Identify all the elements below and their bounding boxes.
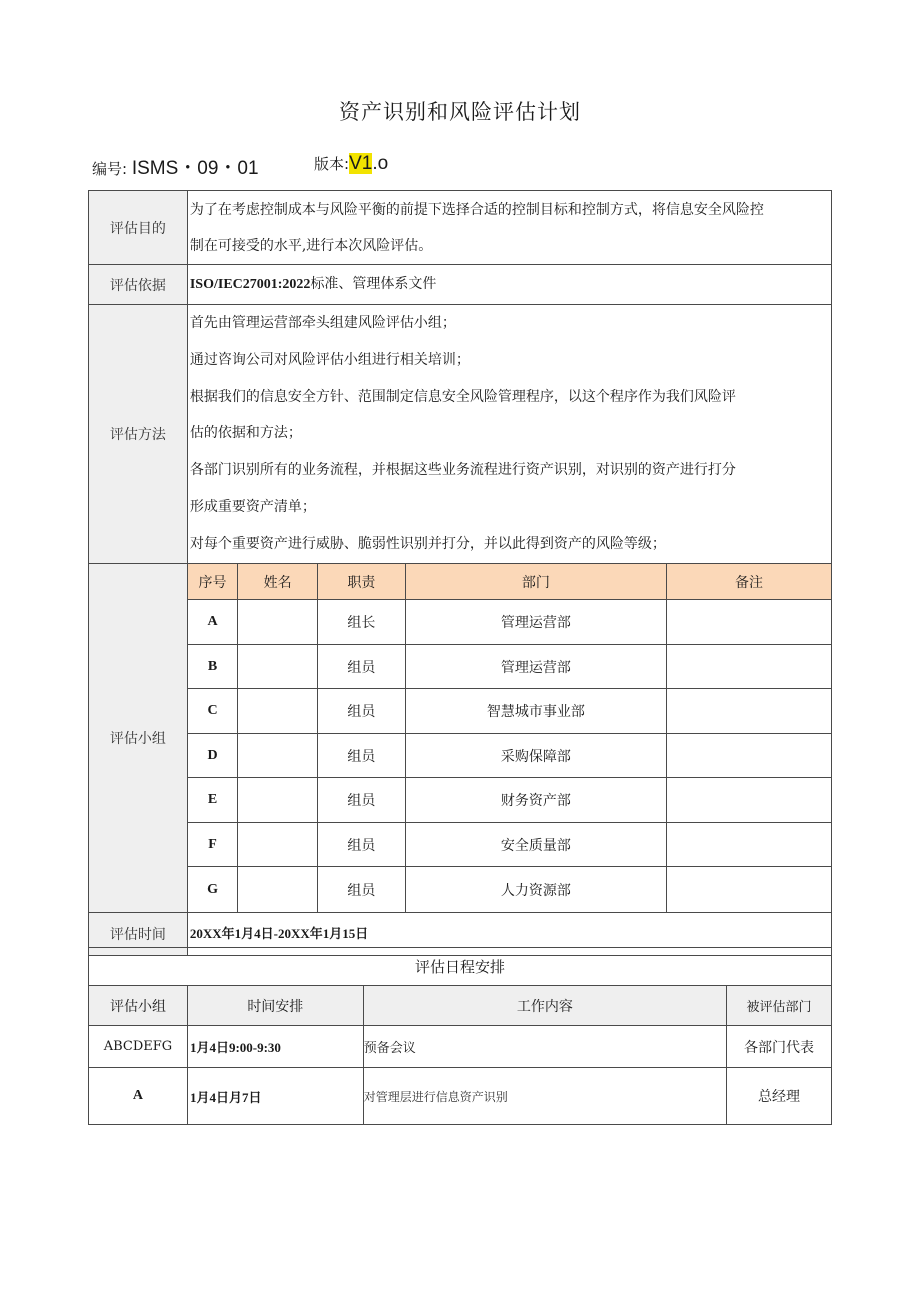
doc-version-label: 版本: xyxy=(314,155,350,173)
team-name xyxy=(238,822,318,867)
team-no: A xyxy=(188,600,238,645)
schedule-time: 1月4日9:00-9:30 xyxy=(187,1026,363,1068)
team-dept: 管理运营部 xyxy=(405,644,666,689)
doc-code-value: ISMS・09・01 xyxy=(131,158,259,179)
team-label: 评估小组 xyxy=(89,563,188,912)
schedule-header-group: 评估小组 xyxy=(89,986,188,1026)
team-row xyxy=(89,563,832,912)
schedule-title-row xyxy=(89,948,832,986)
method-line: 形成重要资产清单； xyxy=(189,498,316,515)
team-role: 组长 xyxy=(318,600,406,645)
basis-standard: ISO/IEC27001:2022 xyxy=(189,277,311,292)
schedule-dept: 总经理 xyxy=(727,1068,832,1125)
team-role: 组员 xyxy=(318,689,406,734)
purpose-text xyxy=(187,191,831,265)
schedule-header-content: 工作内容 xyxy=(363,986,726,1026)
schedule-header-dept: 被评估部门 xyxy=(727,986,832,1026)
purpose-label: 评估目的 xyxy=(89,191,188,265)
team-dept: 安全质量部 xyxy=(405,822,666,867)
doc-version xyxy=(314,153,388,175)
team-note xyxy=(666,867,831,912)
method-row xyxy=(89,305,832,564)
plan-table xyxy=(88,190,832,956)
team-role: 组员 xyxy=(318,867,406,912)
team-note xyxy=(666,733,831,778)
team-dept: 财务资产部 xyxy=(405,778,666,823)
team-note xyxy=(666,778,831,823)
team-note xyxy=(666,600,831,645)
purpose-line: 制在可接受的水平,进行本次风险评估。 xyxy=(189,237,433,254)
team-dept: 智慧城市事业部 xyxy=(405,689,666,734)
team-row-g xyxy=(188,867,831,912)
method-line: 各部门识别所有的业务流程，并根据这些业务流程进行资产识别，对识别的资产进行打分 xyxy=(189,462,736,479)
team-no: E xyxy=(188,778,238,823)
time-label: 评估时间 xyxy=(89,912,188,955)
team-table xyxy=(188,564,831,912)
schedule-title: 评估日程安排 xyxy=(89,948,832,986)
team-dept: 人力资源部 xyxy=(405,867,666,912)
team-name xyxy=(238,733,318,778)
team-header-row xyxy=(188,564,831,600)
team-no: F xyxy=(188,822,238,867)
team-no: G xyxy=(188,867,238,912)
team-name xyxy=(238,600,318,645)
team-name xyxy=(238,778,318,823)
team-header-name: 姓名 xyxy=(238,564,318,600)
basis-row xyxy=(89,265,832,305)
schedule-content: 预备会议 xyxy=(363,1026,726,1068)
team-note xyxy=(666,822,831,867)
team-cell xyxy=(187,563,831,912)
purpose-row xyxy=(89,191,832,265)
doc-code-label: 编号: xyxy=(92,160,128,178)
team-role: 组员 xyxy=(318,644,406,689)
schedule-content: 对管理层进行信息资产识别 xyxy=(363,1068,726,1125)
team-role: 组员 xyxy=(318,733,406,778)
basis-rest: 标准、管理体系文件 xyxy=(310,276,437,292)
purpose-line: 为了在考虑控制成本与风险平衡的前提下选择合适的控制目标和控制方式，将信息安全风险控 xyxy=(189,201,764,218)
team-header-no: 序号 xyxy=(188,564,238,600)
schedule-row xyxy=(89,1026,832,1068)
schedule-table xyxy=(88,947,832,1125)
team-role: 组员 xyxy=(318,778,406,823)
team-row-e xyxy=(188,778,831,823)
team-note xyxy=(666,689,831,734)
team-row-c xyxy=(188,689,831,734)
team-no: B xyxy=(188,644,238,689)
doc-code xyxy=(92,153,259,180)
method-line: 对每个重要资产进行威胁、脆弱性识别并打分，并以此得到资产的风险等级； xyxy=(189,535,666,552)
team-dept: 管理运营部 xyxy=(405,600,666,645)
team-no: D xyxy=(188,733,238,778)
schedule-dept: 各部门代表 xyxy=(727,1026,832,1068)
method-line: 根据我们的信息安全方针、范围制定信息安全风险管理程序，以这个程序作为我们风险评 xyxy=(189,388,736,405)
schedule-row xyxy=(89,1068,832,1125)
method-line: 估的依据和方法； xyxy=(189,425,302,442)
team-role: 组员 xyxy=(318,822,406,867)
schedule-group: ABCDEFG xyxy=(89,1026,188,1068)
team-row-f xyxy=(188,822,831,867)
team-note xyxy=(666,644,831,689)
schedule-header-time: 时间安排 xyxy=(187,986,363,1026)
team-row-d xyxy=(188,733,831,778)
team-name xyxy=(238,689,318,734)
basis-label: 评估依据 xyxy=(89,265,188,305)
team-dept: 采购保障部 xyxy=(405,733,666,778)
method-label: 评估方法 xyxy=(89,305,188,564)
team-row-a xyxy=(188,600,831,645)
method-text xyxy=(187,305,831,564)
basis-text xyxy=(187,265,831,305)
team-row-b xyxy=(188,644,831,689)
team-name xyxy=(238,644,318,689)
schedule-header-row xyxy=(89,986,832,1026)
team-header-role: 职责 xyxy=(318,564,406,600)
method-line: 首先由管理运营部牵头组建风险评估小组； xyxy=(189,315,456,331)
method-line: 通过咨询公司对风险评估小组进行相关培训； xyxy=(189,351,470,368)
team-no: C xyxy=(188,689,238,734)
team-header-dept: 部门 xyxy=(405,564,666,600)
schedule-group: A xyxy=(89,1068,188,1125)
schedule-time: 1月4日月7日 xyxy=(187,1068,363,1125)
doc-version-highlight: V1 xyxy=(349,153,373,174)
time-value: 20XX年1月4日-20XX年1月15日 xyxy=(187,912,831,955)
team-header-note: 备注 xyxy=(666,564,831,600)
doc-version-rest: .o xyxy=(372,153,389,174)
team-name xyxy=(238,867,318,912)
document-title: 资产识别和风险评估计划 xyxy=(339,100,581,124)
